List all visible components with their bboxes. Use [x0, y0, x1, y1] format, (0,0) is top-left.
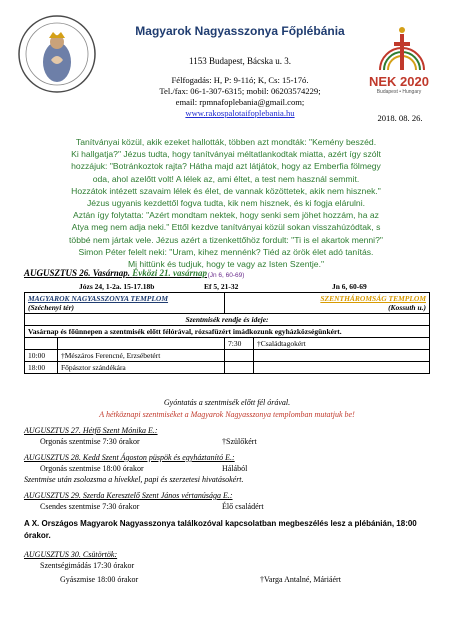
email-line: email: rpmnafoplebania@gmail.com; [175, 97, 305, 107]
nek-title: NEK 2020 [369, 74, 429, 89]
day-1-mass: Orgonás szentmise 7:30 órakor [40, 437, 140, 446]
intent-cell: †Mészáros Ferencné, Erzsébetért [58, 350, 225, 362]
gospel-line: hozzájuk: "Botránkoztok rajta? Hátha majd azt látjátok, hogy az Emberfia fölmegy [71, 161, 381, 172]
gospel-line: többé nem jártak vele. Jézus azért a tizenkettőhöz fordult: "Ti is el akartok menni?" [69, 234, 383, 245]
sunday-readings [24, 282, 404, 292]
church-1-location: (Széchenyi tér) [28, 303, 75, 312]
table-row [25, 314, 430, 326]
day-4-title: AUGUSZTUS 30. Csütörtök: [24, 550, 118, 559]
parish-address: 1153 Budapest, Bácska u. 3. [189, 56, 291, 66]
intent-cell: Főpásztor szándékára [58, 362, 225, 374]
day-3-announcement: A X. Országos Magyarok Nagyasszonya találkozóval kapcsolatban megbeszélés lesz a plébánián, 18:00 órakor. [24, 519, 417, 540]
table-row [25, 350, 430, 362]
gospel-line: Jézus ugyanis kezdettől fogva tudta, kik nem hisznek, és ki fogja elárulni. [86, 198, 365, 209]
sunday-heading [24, 268, 207, 278]
gospel-line: Aztán így folytatta: "Azért mondtam nektek, hogy senki sem jöhet hozzám, ha az [73, 210, 379, 221]
time-cell [225, 350, 254, 362]
nek-2020-logo-icon [364, 14, 434, 100]
church-1-name: MAGYAROK NAGYASSZONYA TEMPLOM [28, 294, 169, 303]
reading-2: Ef 5, 21-32 [204, 282, 239, 291]
reading-1: Józs 24, 1-2a. 15-17.18b [79, 282, 155, 291]
rosary-note: Vasárnap és főünnepen a szentmisék előtt félórával, rózsafüzért imádkozunk egyházközségünkért. [25, 326, 430, 338]
intent-cell [58, 338, 225, 350]
table-row [25, 362, 430, 374]
reading-3: Jn 6, 60-69 [332, 282, 367, 291]
time-cell: 18:00 [25, 362, 58, 374]
schedule-order: Szentmisék rendje és ideje: [25, 314, 430, 326]
time-cell: 10:00 [25, 350, 58, 362]
gospel-text [16, 136, 436, 282]
gospel-reference: (Jn 6, 60-69) [207, 272, 245, 280]
table-row [25, 326, 430, 338]
sunday-date: AUGUSZTUS 26. Vasárnap. [24, 268, 131, 278]
day-1-intent: †Szülőkért [222, 437, 257, 446]
nek-subtitle: Budapest • Hungary [376, 89, 422, 95]
day-3-intent: Élő családért [222, 502, 264, 511]
day-2-title: AUGUSZTUS 28. Kedd Szent Ágoston püspök és egyháztanító E.: [24, 453, 235, 462]
gospel-line: Hozzátok intézett szavaim lélek és élet, de vannak közöttetek, akik nem hisznek." [71, 185, 381, 196]
table-row [25, 293, 430, 314]
church-2-cell [225, 293, 430, 314]
day-2-intent: Hálából [222, 464, 248, 473]
intent-cell: †Családtagokért [254, 338, 430, 350]
day-4-mass: Gyászmise 18:00 órakor [60, 575, 139, 584]
church-2-location: (Kossuth u.) [388, 303, 426, 312]
gospel-line: Simon Péter felelt neki: "Uram, kihez mennénk? Tiéd az örök élet adó tanítás. [78, 246, 374, 257]
confession-note: Gyóntatás a szentmisék előtt fél órával. [163, 398, 291, 407]
time-cell [25, 338, 58, 350]
day-3-mass: Csendes szentmise 7:30 órakor [40, 502, 140, 511]
phone-line: Tel./fax: 06-1-307-6315; mobil: 06203574229; [159, 86, 321, 96]
office-hours: Félfogadás: H, P: 9-11ó; K, Cs: 15-17ó. [171, 75, 309, 85]
day-1-title: AUGUSZTUS 27. Hétfő Szent Mónika E.: [24, 426, 158, 435]
gospel-line: Tanítványai közül, akik ezeket hallották, többen azt mondták: "Kemény beszéd. [75, 137, 377, 147]
intent-cell [254, 350, 430, 362]
table-row [25, 338, 430, 350]
bulletin-date: 2018. 08. 26. [377, 113, 423, 123]
day-2-mass: Orgonás szentmise 18:00 órakor [40, 464, 144, 473]
sunday-week: Évközi 21. vasárnap [132, 268, 208, 278]
day-4-intent: †Varga Antalné, Máriáért [260, 575, 341, 584]
time-cell [225, 362, 254, 374]
day-2-note: Szentmise után zsolozsma a hívekkel, papi és szerzetesi hivatásokért. [24, 475, 244, 484]
parish-logo-icon [15, 12, 99, 96]
gospel-line: Ki hallgatja?" Jézus tudta, hogy tanítványai méltatlankodtak miatta, azért így szólt [71, 149, 381, 160]
website-link[interactable]: www.rakospalotaifoplebania.hu [185, 108, 295, 118]
church-2-name: SZENTHÁROMSÁG TEMPLOM [320, 294, 426, 303]
parish-title: Magyarok Nagyasszonya Főplébánia [135, 24, 345, 38]
weekday-note: A hétköznapi szentmiséket a Magyarok Nagyasszonya templomban mutatjuk be! [99, 410, 355, 419]
intent-cell [254, 362, 430, 374]
day-4-adoration: Szentségimádás 17:30 órakor [40, 561, 135, 570]
day-3-title: AUGUSZTUS 29. Szerda Keresztelő Szent János vértanúsága E.: [24, 491, 233, 500]
mass-schedule-table [24, 292, 430, 374]
gospel-line: Atya meg nem adja neki." Ettől kezdve tanítványai közül sokan visszahúzódtak, s [71, 222, 381, 233]
gospel-line: Mi hittünk és tudjuk, hogy te vagy az Isten Szentje." [127, 259, 325, 270]
gospel-line: oda, ahol azelőtt volt! A lélek az, ami éltet, a test nem használ semmit. [92, 173, 360, 184]
time-cell: 7:30 [225, 338, 254, 350]
church-1-cell [25, 293, 225, 314]
